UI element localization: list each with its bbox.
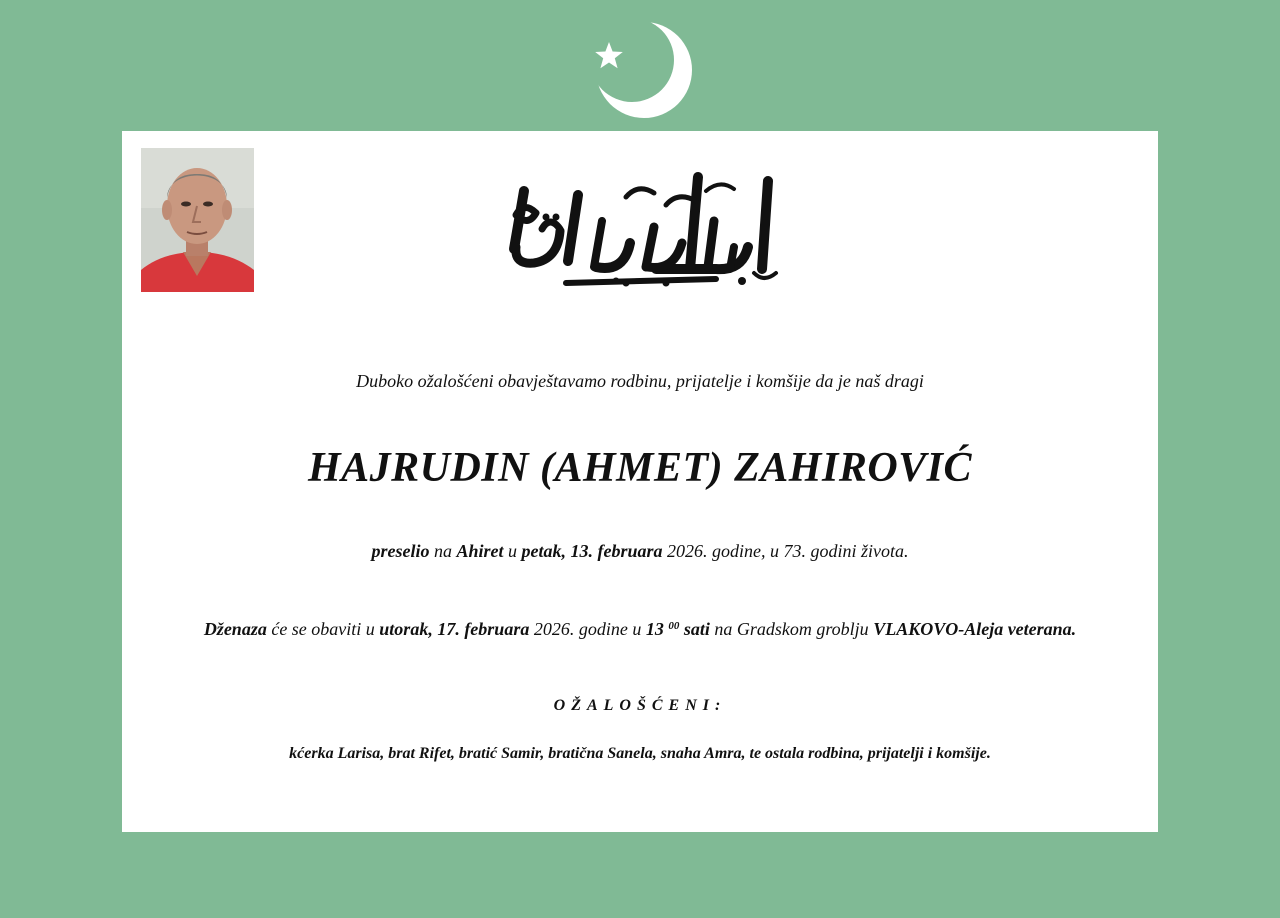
star-and-crescent-icon: [588, 18, 694, 122]
deceased-name: HAJRUDIN (AHMET) ZAHIROVIĆ: [307, 445, 973, 491]
arabic-calligraphy: [506, 151, 786, 291]
funeral-text: Dženaza će se obaviti u utorak, 17. februara 2026. godine u 13 $^{00}$ sati na Gradskom groblju VLAKOVO-Aleja veterana.: [203, 619, 1077, 639]
intro-text: Duboko ožalošćeni obavještavamo rodbinu, prijatelje i komšije da je naš dragi: [356, 371, 924, 391]
passing-text: preselio na Ahiret u petak, 13. februara 2026. godine, u 73. godini života.: [371, 541, 909, 561]
portrait-photo: [141, 148, 254, 292]
mourners-list: kćerka Larisa, brat Rifet, bratić Samir, bratična Sanela, snaha Amra, te ostala rodbina, prijatelji i komšije.: [289, 745, 991, 762]
mourners-heading: OŽALOŠĆENI:: [553, 697, 727, 714]
obituary-card: [122, 131, 1158, 832]
